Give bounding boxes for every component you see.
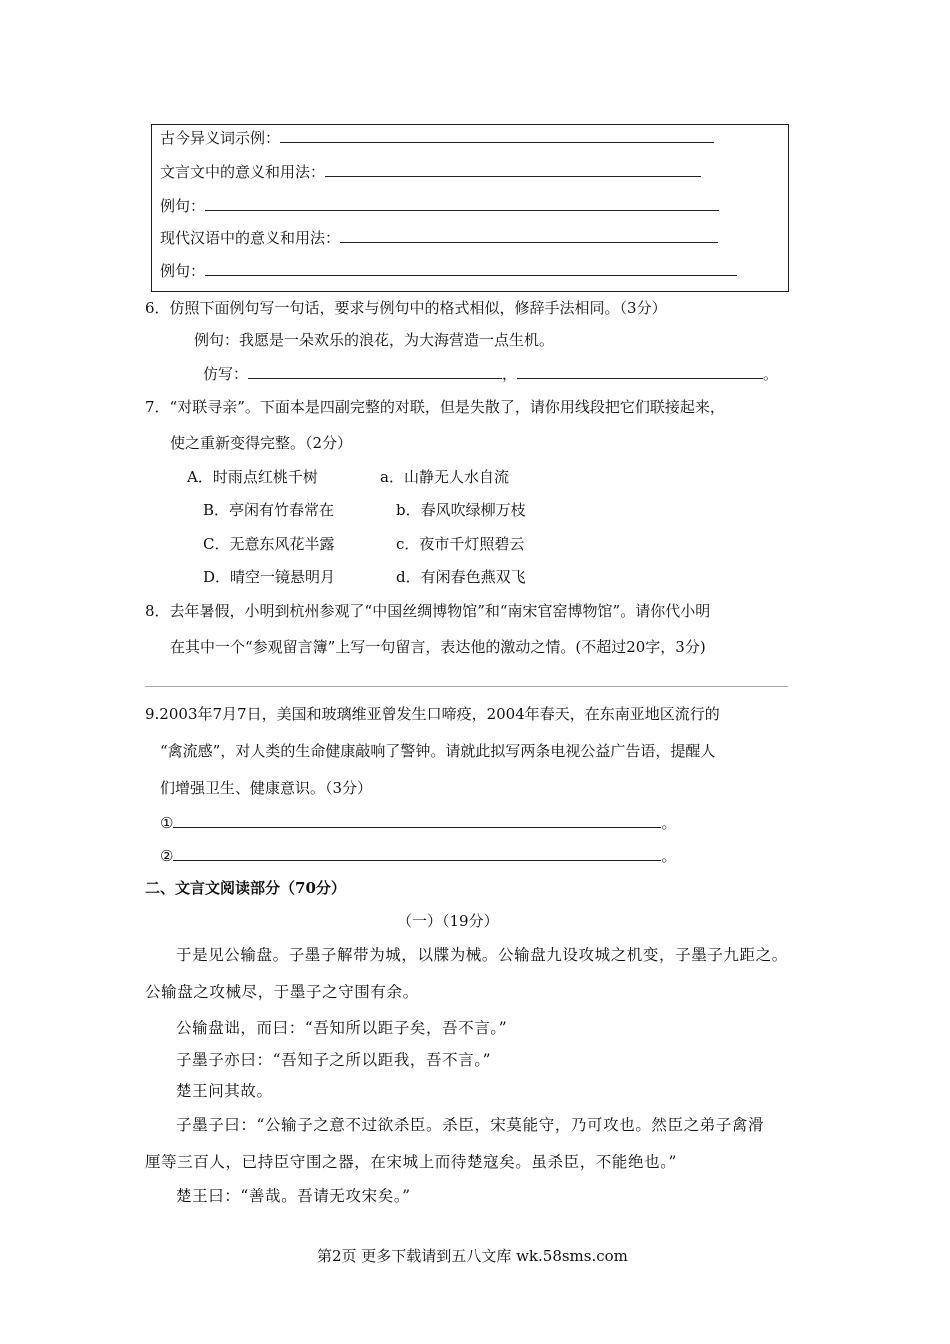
answer-separator[interactable] <box>145 686 788 687</box>
q6-comma: ， <box>502 365 518 383</box>
couplet-left-b[interactable]: B．亭闲有竹春常在 <box>203 501 335 519</box>
answer-line[interactable] <box>205 261 737 276</box>
box-row-2 <box>160 162 701 182</box>
box-row-3 <box>160 196 719 216</box>
answer-line[interactable] <box>517 364 763 379</box>
answer-line[interactable] <box>325 162 701 177</box>
passage-p2: 公输盘诎，而曰：“吾知所以距子矣，吾不言。” <box>176 1019 508 1037</box>
q9-answer-1 <box>160 813 676 833</box>
box-label-4: 现代汉语中的意义和用法： <box>160 229 341 247</box>
passage-p5-line2: 厘等三百人，已持臣守围之器，在宋城上而待楚寇矣。虽杀臣，不能绝也。” <box>145 1153 678 1171</box>
page-footer: 第2页 更多下载请到五八文库 wk.58sms.com <box>317 1247 628 1265</box>
box-row-4 <box>160 228 718 248</box>
couplet-right-a[interactable]: a．山静无人水自流 <box>380 468 509 486</box>
couplet-right-d[interactable]: d．有闲春色燕双飞 <box>396 568 526 586</box>
answer-line[interactable] <box>248 364 502 379</box>
couplet-left-d[interactable]: D．晴空一镜悬明月 <box>203 568 336 586</box>
q6-imitate-row <box>203 364 778 384</box>
q9-period: 。 <box>661 814 677 832</box>
box-row-1 <box>160 128 714 148</box>
q6-prompt: 6．仿照下面例句写一句话，要求与例句中的格式相似，修辞手法相同。（3分） <box>145 299 667 317</box>
q6-example: 例句：我愿是一朵欢乐的浪花，为大海营造一点生机。 <box>194 331 555 349</box>
q9-item2-marker: ② <box>160 847 174 865</box>
couplet-right-c[interactable]: c．夜市千灯照碧云 <box>396 535 525 553</box>
box-label-3: 例句： <box>160 197 206 215</box>
q9-period: 。 <box>661 847 677 865</box>
passage-p3: 子墨子亦曰：“吾知子之所以距我，吾不言。” <box>176 1051 492 1069</box>
passage-p4: 楚王问其故。 <box>176 1082 273 1100</box>
q7-prompt-line2: 使之重新变得完整。（2分） <box>170 434 353 452</box>
answer-line[interactable] <box>280 128 714 143</box>
q9-line3: 们增强卫生、健康意识。（3分） <box>160 779 373 797</box>
passage-p5-line1: 子墨子曰：“公输子之意不过欲杀臣。杀臣，宋莫能守，乃可攻也。然臣之弟子禽滑 <box>176 1116 765 1134</box>
q6-imitate-label: 仿写： <box>203 365 249 383</box>
q6-period: 。 <box>763 365 779 383</box>
box-label-2: 文言文中的意义和用法： <box>160 163 326 181</box>
section2-title: 二、文言文阅读部分（70分） <box>145 879 346 897</box>
q9-answer-2 <box>160 846 676 866</box>
q9-line2: “禽流感”，对人类的生命健康敲响了警钟。请就此拟写两条电视公益广告语，提醒人 <box>160 742 716 760</box>
answer-line[interactable] <box>173 813 661 828</box>
box-label-5: 例句： <box>160 262 206 280</box>
passage-p1-line1: 于是见公输盘。子墨子解带为城，以牒为械。公输盘九设攻城之机变，子墨子九距之。 <box>176 946 788 964</box>
q9-line1: 9.2003年7月7日，美国和玻璃维亚曾发生口啼疫，2004年春天，在东南亚地区流行的 <box>145 705 720 723</box>
section2-subtitle: （一）（19分） <box>397 912 499 930</box>
q8-line1: 8．去年暑假，小明到杭州参观了“中国丝绸博物馆”和“南宋官窑博物馆”。请你代小明 <box>145 602 711 620</box>
q7-prompt-line1: 7．“对联寻亲”。下面本是四副完整的对联，但是失散了，请你用线段把它们联接起来， <box>145 398 725 416</box>
box-row-5 <box>160 261 737 281</box>
answer-line[interactable] <box>173 846 661 861</box>
couplet-right-b[interactable]: b．春风吹绿柳万枝 <box>396 501 526 519</box>
couplet-left-a[interactable]: A．时雨点红桃千树 <box>187 468 318 486</box>
q8-line2: 在其中一个“参观留言簿”上写一句留言，表达他的激动之情。(不超过20字，3分) <box>170 638 706 656</box>
answer-line[interactable] <box>340 228 718 243</box>
answer-line[interactable] <box>205 196 719 211</box>
passage-p1-line2: 公输盘之攻械尽，于墨子之守围有余。 <box>145 983 419 1001</box>
passage-p6: 楚王曰：“善哉。吾请无攻宋矣。” <box>176 1187 411 1205</box>
couplet-left-c[interactable]: C．无意东风花半露 <box>203 535 335 553</box>
box-label-1: 古今异义词示例： <box>160 129 281 147</box>
q9-item1-marker: ① <box>160 814 174 832</box>
